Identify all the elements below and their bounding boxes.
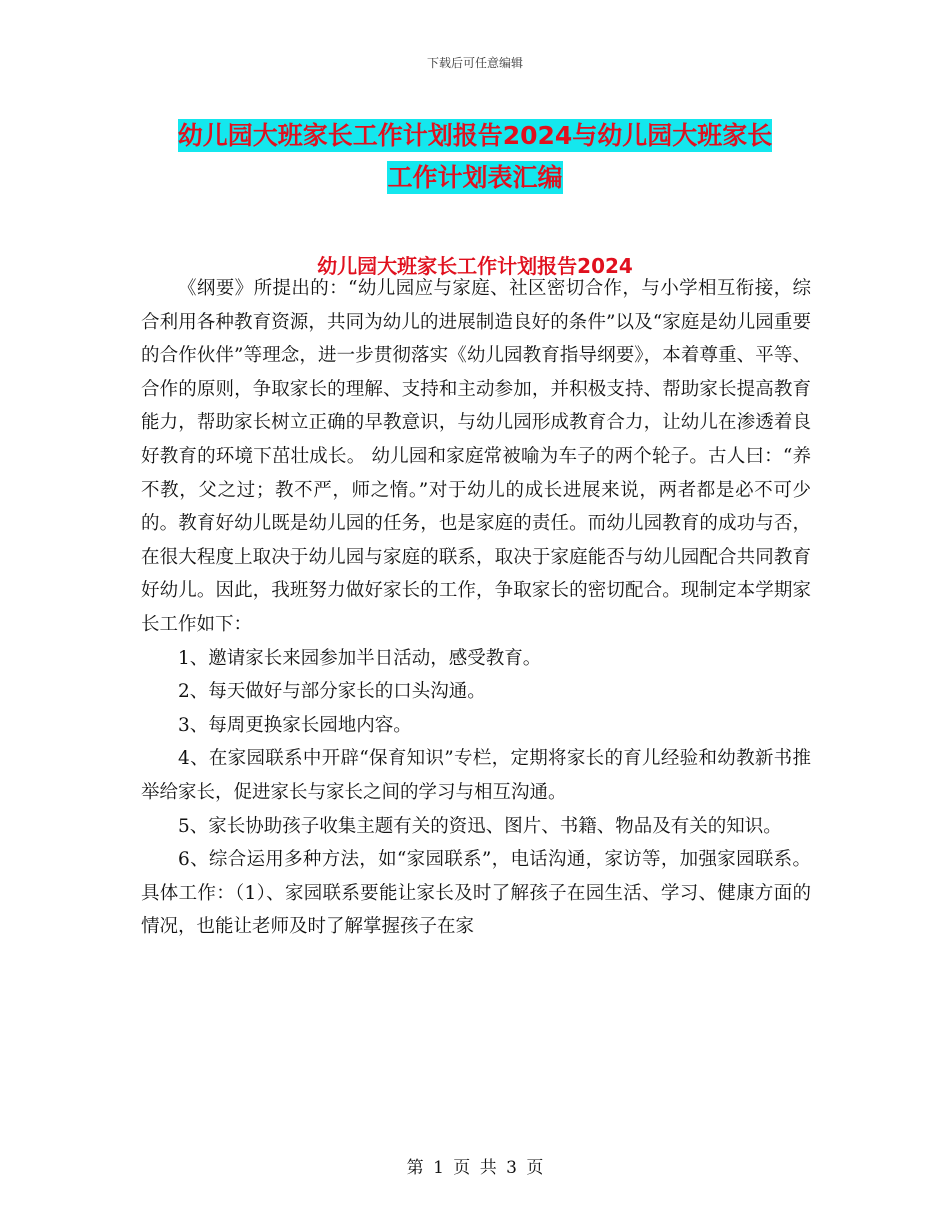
body-text bbox=[141, 272, 811, 944]
list-item-1: 1、邀请家长来园参加半日活动，感受教育。 bbox=[178, 647, 542, 669]
document-title-line-2 bbox=[100, 158, 850, 194]
section-title: 幼儿园大班家长工作计划报告2024 bbox=[317, 254, 633, 278]
list-item-6: 6、综合运用多种方法，如“家园联系”，电话沟通，家访等，加强家园联系。具体工作：（1）、家园联系要能让家长及时了解孩子在园生活、学习、健康方面的情况，也能让老师及时了解掌握孩子在家 bbox=[141, 849, 811, 938]
page-footer: 第 1 页 共 3 页 bbox=[406, 1158, 544, 1178]
title-highlight-2: 工作计划表汇编 bbox=[387, 163, 563, 192]
header-note: 下载后可任意编辑 bbox=[426, 56, 523, 70]
list-item-3: 3、每周更换家长园地内容。 bbox=[178, 714, 412, 736]
list-item-5: 5、家长协助孩子收集主题有关的资迅、图片、书籍、物品及有关的知识。 bbox=[178, 815, 782, 837]
list-item-2: 2、每天做好与部分家长的口头沟通。 bbox=[178, 681, 486, 703]
document-title-line-1 bbox=[100, 116, 850, 152]
paragraph-intro: 《纲要》所提出的：“幼儿园应与家庭、社区密切合作，与小学相互衔接，综合利用各种教育资源，共同为幼儿的进展制造良好的条件”以及“家庭是幼儿园重要的合作伙伴”等理念，进一步贯彻落实《幼儿园教育指导纲要》，本着尊重、平等、合作的原则，争取家长的理解、支持和主动参加，并积极支持、帮助家长提高教育能力，帮助家长树立正确的早教意识，与幼儿园形成教育合力，让幼儿在渗透着良好教育的环境下茁壮成长。 幼儿园和家庭常被喻为车子的两个轮子。古人曰：“养不教，父之过；教不严，师之惰。”对于幼儿的成长进展来说，两者都是必不可少的。教育好幼儿既是幼儿园的任务，也是家庭的责任。而幼儿园教育的成功与否，在很大程度上取决于幼儿园与家庭的联系，取决于家庭能否与幼儿园配合共同教育好幼儿。因此，我班努力做好家长的工作，争取家长的密切配合。现制定本学期家长工作如下： bbox=[141, 278, 811, 635]
title-highlight-1: 幼儿园大班家长工作计划报告2024与幼儿园大班家长 bbox=[177, 121, 773, 150]
list-item-4: 4、在家园联系中开辟“保育知识”专栏，定期将家长的育儿经验和幼教新书推举给家长，促进家长与家长之间的学习与相互沟通。 bbox=[141, 748, 811, 803]
